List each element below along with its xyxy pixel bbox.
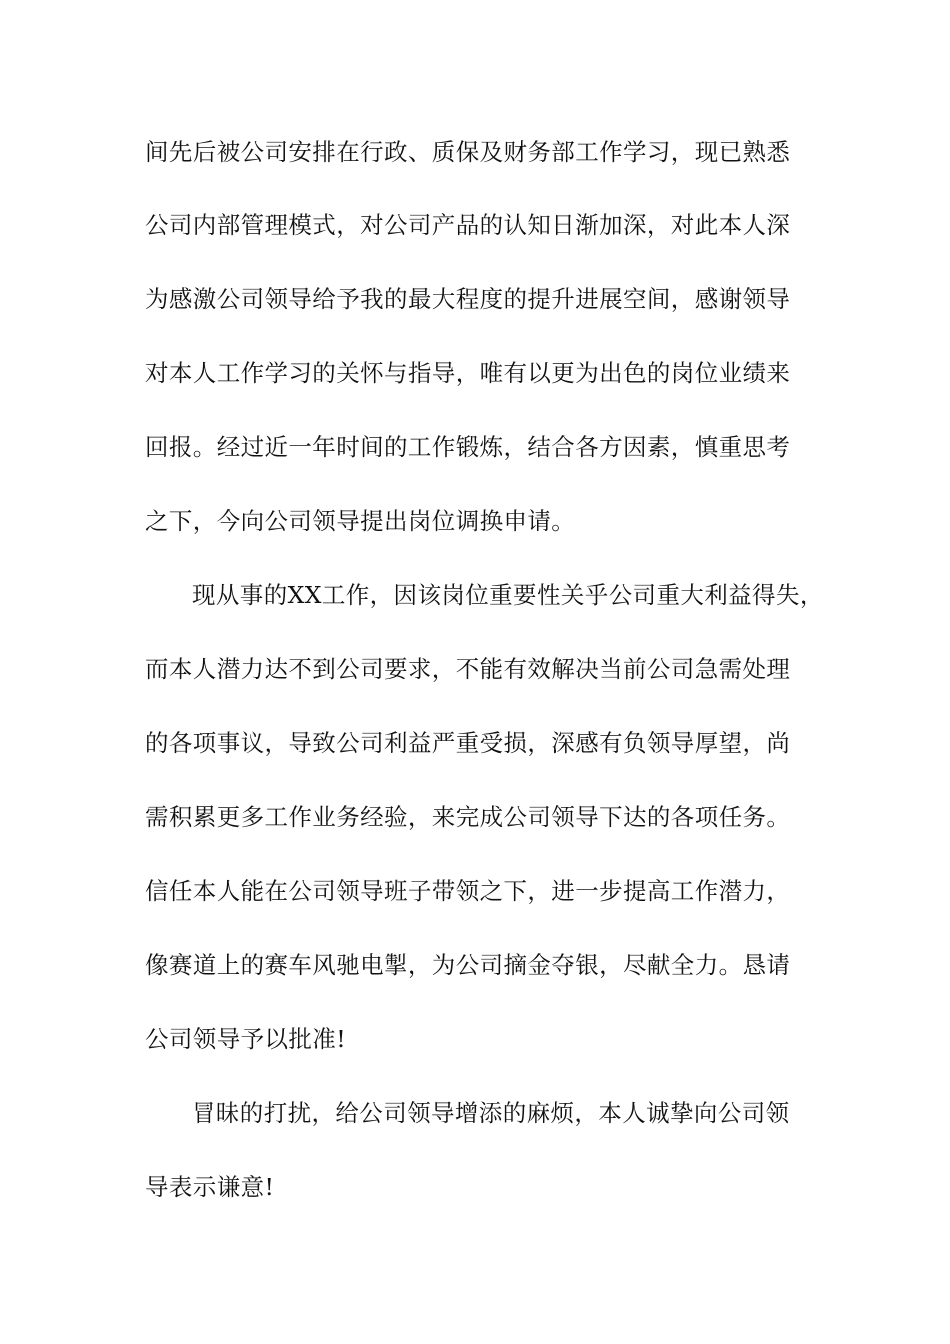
- text-line-15: 导表示谦意!: [145, 1173, 275, 1201]
- text-line-12: 像赛道上的赛车风驰电掣，为公司摘金夺银，尽献全力。恳请: [145, 951, 791, 979]
- text-line-14: 冒昧的打扰，给公司领导增添的麻烦，本人诚挚向公司领: [192, 1099, 790, 1127]
- text-line-10: 需积累更多工作业务经验，来完成公司领导下达的各项任务。: [145, 803, 791, 831]
- text-line-7: 现从事的XX工作，因该岗位重要性关乎公司重大利益得失，: [192, 581, 824, 609]
- text-line-9: 的各项事议，导致公司利益严重受损，深感有负领导厚望，尚: [145, 729, 791, 757]
- text-line-4: 对本人工作学习的关怀与指导，唯有以更为出色的岗位业绩来: [145, 359, 791, 387]
- text-line-6: 之下，今向公司领导提出岗位调换申请。: [145, 507, 576, 535]
- text-line-5: 回报。经过近一年时间的工作锻炼，结合各方因素，慎重思考: [145, 433, 791, 461]
- text-line-3: 为感激公司领导给予我的最大程度的提升进展空间，感谢领导: [145, 285, 791, 313]
- text-line-1: 间先后被公司安排在行政、质保及财务部工作学习，现已熟悉: [145, 138, 791, 166]
- text-line-11: 信任本人能在公司领导班子带领之下，进一步提高工作潜力，: [145, 877, 791, 905]
- text-line-13: 公司领导予以批准!: [145, 1025, 347, 1053]
- text-line-2: 公司内部管理模式，对公司产品的认知日渐加深，对此本人深: [145, 211, 791, 239]
- text-line-8: 而本人潜力达不到公司要求，不能有效解决当前公司急需处理: [145, 655, 791, 683]
